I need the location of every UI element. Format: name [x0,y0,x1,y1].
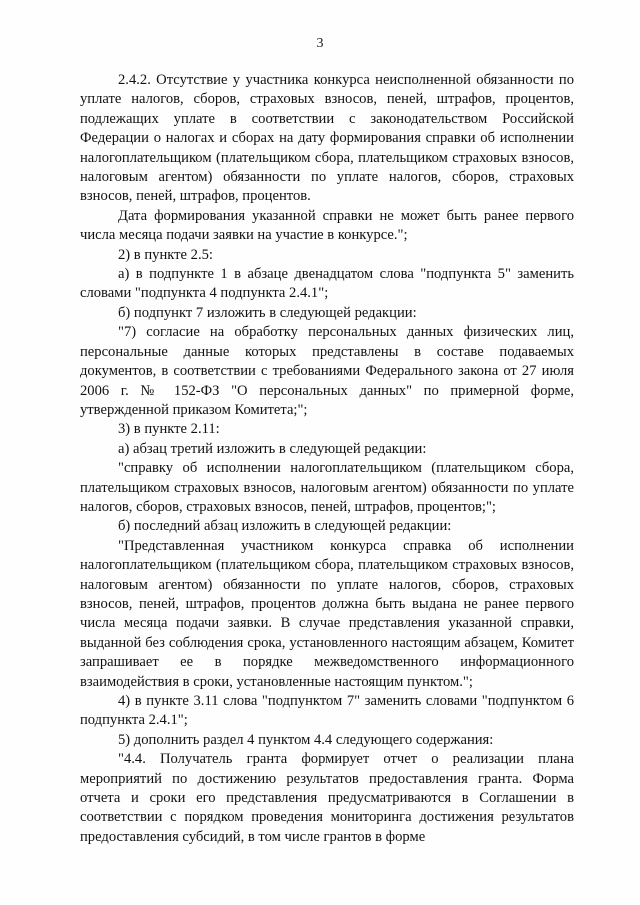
paragraph: б) подпункт 7 изложить в следующей редакции: [118,304,417,321]
paragraph: 2.4.2. Отсутствие у участника конкурса неисполненной обязанности по уплате налогов, сборов, страховых взносов, пеней, штрафов, процентов, подлежащих уплате в соответствии с законодательством Российской Федерации о налогах и сборах на дату формирования справки об исполнении налогоплательщиком (плательщиком сбора, плательщиком страховых взносов, налоговым агентом) обязанности по уплате налогов, сборов, страховых взносов, пеней, штрафов, процентов. [80,72,574,205]
paragraph: б) последний абзац изложить в следующей редакции: [118,518,452,535]
paragraph: 5) дополнить раздел 4 пунктом 4.4 следующего содержания: [118,731,494,748]
paragraph: а) в подпункте 1 в абзаце двенадцатом слова "подпункта 5" заменить словами "подпункта 4 подпункта 2.4.1"; [80,266,574,302]
paragraph: 4) в пункте 3.11 слова "подпунктом 7" заменить словами "подпунктом 6 подпункта 2.4.1"; [80,693,574,729]
paragraph: "справку об исполнении налогоплательщиком (плательщиком сбора, плательщиком страховых взносов, налоговым агентом) обязанности по уплате налогов, сборов, страховых взносов, пеней, штрафов, процентов;"; [80,460,574,515]
paragraph: 2) в пункте 2.5: [118,246,213,263]
paragraph: "Представленная участником конкурса справка об исполнении налогоплательщиком (плательщиком сбора, плательщиком страховых взносов, налоговым агентом) обязанности по уплате налогов, сборов, страховых взносов, пеней, штрафов, процентов должна быть выдана не ранее первого числа месяца подачи заявки. В случае представления указанной справки, выданной без соблюдения срока, установленного настоящим абзацем, Комитет запрашивает ее в порядке межведомственного информационного взаимодействия в сроки, установленные настоящим пунктом."; [80,537,574,690]
paragraph: а) абзац третий изложить в следующей редакции: [118,440,427,457]
document-body [80,71,574,847]
paragraph: "4.4. Получатель гранта формирует отчет о реализации плана мероприятий по достижению результатов предоставления гранта. Форма отчета и сроки его представления предусматриваются в Соглашении в соответствии с порядком проведения мониторинга достижения результатов предоставления субсидий, в том числе грантов в форме [80,751,574,845]
paragraph: "7) согласие на обработку персональных данных физических лиц, персональные данные которых представлены в составе подаваемых документов, в соответствии с требованиями Федерального закона от 27 июля 2006 г. № 152-ФЗ "О персональных данных" по примерной форме, утвержденной приказом Комитета;"; [80,324,574,418]
page-number: 3 [316,36,324,51]
paragraph: 3) в пункте 2.11: [118,421,220,438]
paragraph: Дата формирования указанной справки не может быть ранее первого числа месяца подачи заявки на участие в конкурсе."; [80,207,574,244]
